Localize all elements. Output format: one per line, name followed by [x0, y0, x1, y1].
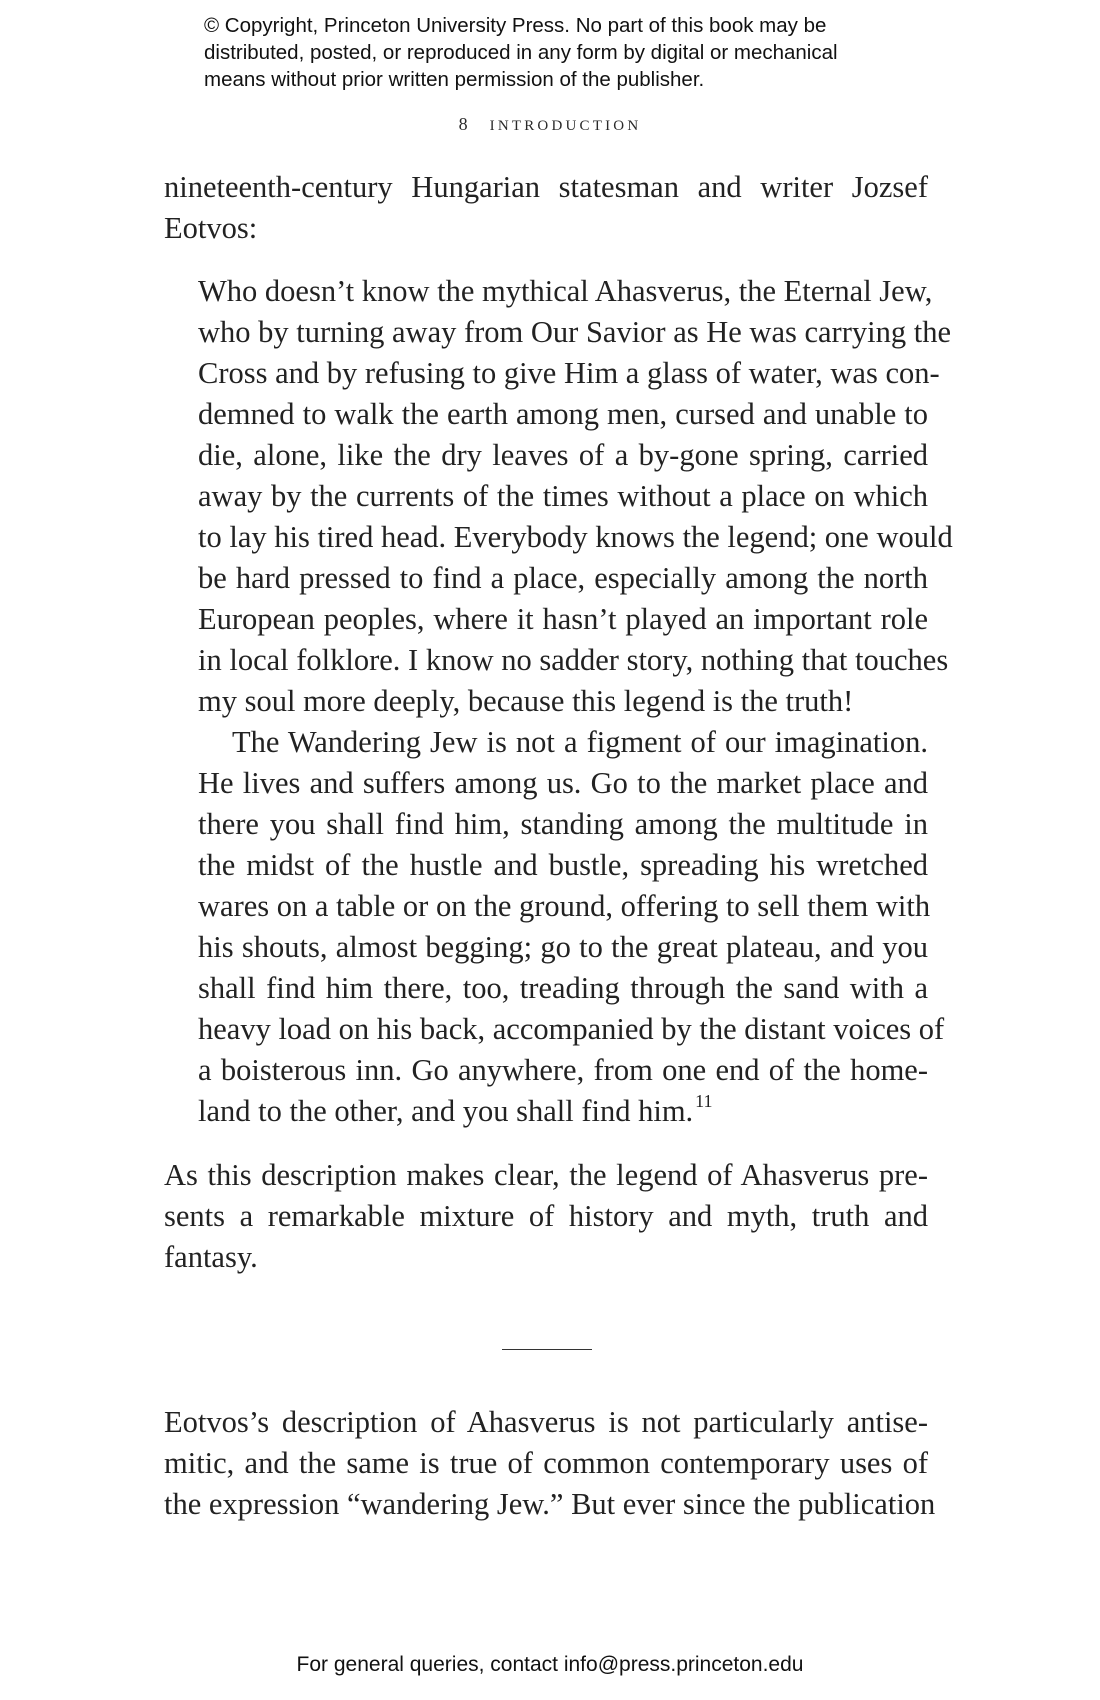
quote-line-text: land to the other, and you shall find him.: [198, 1094, 694, 1128]
quote-line: in local folklore. I know no sadder story, nothing that touches: [198, 643, 949, 677]
quote-line: there you shall find him, standing among the multitude in: [198, 807, 928, 841]
running-head: [0, 114, 1100, 135]
copyright-line: © Copyright, Princeton University Press. No part of this book may be: [204, 14, 827, 37]
quote-line: heavy load on his back, accompanied by the distant voices of: [198, 1012, 945, 1046]
copyright-notice: [204, 12, 924, 93]
footer-contact: For general queries, contact info@press.princeton.edu: [296, 1653, 804, 1676]
quote-line: die, alone, like the dry leaves of a by-gone spring, carried: [198, 438, 928, 472]
quote-line: to lay his tired head. Everybody knows the legend; one would: [198, 520, 953, 554]
text-line: As this description makes clear, the legend of Ahasverus pre-: [164, 1158, 928, 1192]
text-line: Eotvos:: [164, 211, 258, 245]
section-title: INTRODUCTION: [489, 118, 642, 134]
quote-line: wares on a table or on the ground, offering to sell them with: [198, 889, 931, 923]
quote-line: be hard pressed to find a place, especially among the north: [198, 561, 928, 595]
section-break-rule: [502, 1349, 592, 1350]
quote-line: shall find him there, too, treading through the sand with a: [198, 971, 928, 1005]
quote-line: who by turning away from Our Savior as He was carrying the: [198, 315, 951, 349]
quote-line: Cross and by refusing to give Him a glass of water, was con-: [198, 356, 940, 390]
copyright-line: distributed, posted, or reproduced in any form by digital or mechanical: [204, 41, 838, 64]
quote-line: my soul more deeply, because this legend is the truth!: [198, 684, 854, 718]
quote-line: European peoples, where it hasn’t played an important role: [198, 602, 928, 636]
quote-line: [198, 1091, 713, 1129]
quote-line: Who doesn’t know the mythical Ahasverus, the Eternal Jew,: [198, 274, 933, 308]
text-line: Eotvos’s description of Ahasverus is not particularly antise-: [164, 1405, 928, 1439]
text-line: the expression “wandering Jew.” But ever since the publication: [164, 1487, 936, 1521]
quote-line: his shouts, almost begging; go to the great plateau, and you: [198, 930, 928, 964]
quote-line: He lives and suffers among us. Go to the market place and: [198, 766, 928, 800]
quote-line: a boisterous inn. Go anywhere, from one end of the home-: [198, 1053, 928, 1087]
quote-line: The Wandering Jew is not a figment of our imagination.: [232, 725, 928, 759]
text-line: mitic, and the same is true of common contemporary uses of: [164, 1446, 928, 1480]
text-line: nineteenth-century Hungarian statesman and writer Jozsef: [164, 170, 928, 204]
footnote-reference[interactable]: 11: [695, 1091, 713, 1111]
copyright-line: means without prior written permission of the publisher.: [204, 68, 705, 91]
quote-line: demned to walk the earth among men, cursed and unable to: [198, 397, 928, 431]
page-number: 8: [458, 114, 468, 134]
text-line: sents a remarkable mixture of history and myth, truth and: [164, 1199, 928, 1233]
quote-line: the midst of the hustle and bustle, spreading his wretched: [198, 848, 928, 882]
quote-line: away by the currents of the times without a place on which: [198, 479, 928, 513]
text-line: fantasy.: [164, 1240, 258, 1274]
